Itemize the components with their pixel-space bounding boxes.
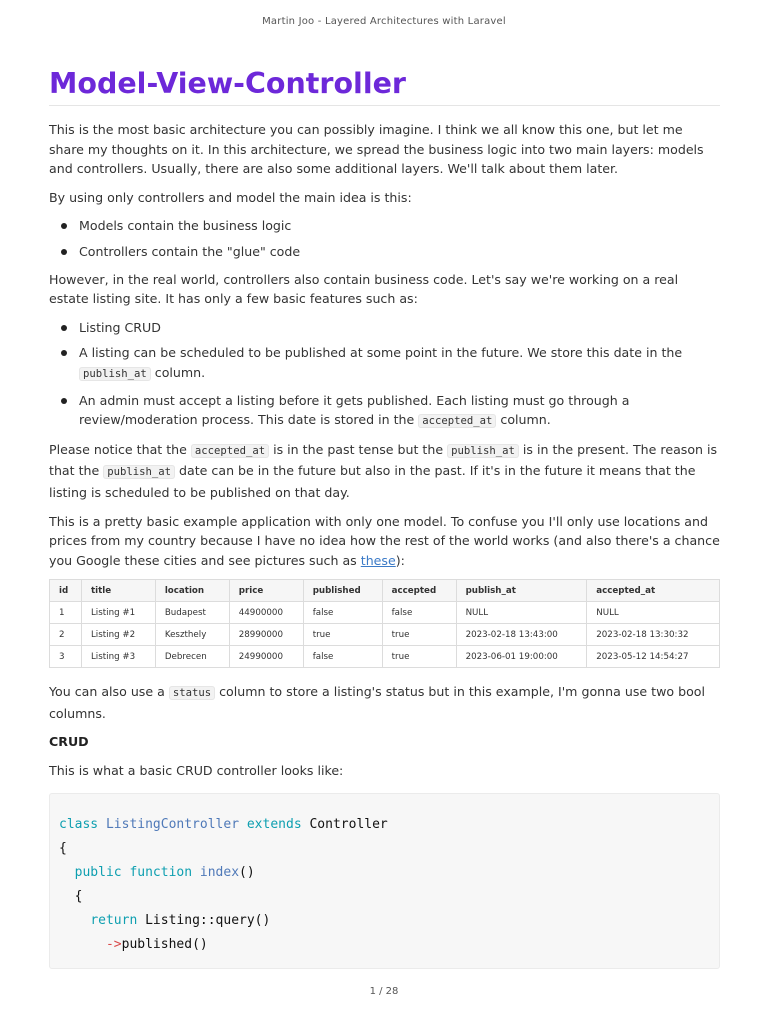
idea-list: [49, 216, 720, 261]
table-cell: Listing #3: [81, 646, 155, 668]
list-item: Models contain the business logic: [49, 216, 720, 236]
list-item: Listing CRUD: [49, 318, 720, 338]
table-row: [50, 624, 720, 646]
table-row: [50, 602, 720, 624]
list-item: [49, 343, 720, 384]
text: is in the present. The reason is that the: [49, 441, 718, 479]
text: date can be in the future but also in the past. If it's in the future it means that the listing is scheduled to be published on that day.: [49, 463, 696, 500]
code-line: [59, 909, 719, 933]
code-line: [59, 885, 719, 909]
page-title: Model-View-Controller: [49, 66, 720, 106]
column-header: location: [155, 580, 229, 602]
code-keyword: extends: [246, 817, 302, 833]
column-header: price: [229, 580, 303, 602]
code-keyword: class: [59, 817, 99, 833]
table-cell: 2023-02-18 13:43:00: [456, 624, 587, 646]
document-body: [49, 66, 720, 969]
crud-intro-paragraph: This is what a basic CRUD controller looks like:: [49, 763, 344, 779]
table-cell: 44900000: [229, 602, 303, 624]
code-function-name: index: [199, 865, 240, 881]
inline-code: publish_at: [103, 465, 175, 479]
table-cell: false: [303, 602, 382, 624]
table-cell: Debrecen: [155, 646, 229, 668]
text: Please notice that the: [49, 441, 191, 457]
text: A listing can be scheduled to be published at some point in the future. We store this date in the: [79, 345, 683, 361]
inline-code: publish_at: [447, 444, 519, 458]
code-punctuation: {: [74, 889, 83, 905]
these-link[interactable]: these: [360, 552, 396, 568]
inline-code: status: [169, 686, 215, 700]
real-world-paragraph: However, in the real world, controllers also contain business code. Let's say we're working on a real estate listing site. It has only a few basic features such as:: [49, 271, 679, 307]
table-cell: 2023-06-01 19:00:00: [456, 646, 587, 668]
feature-list: [49, 318, 720, 432]
table-cell: 2023-05-12 14:54:27: [587, 646, 720, 668]
status-note-paragraph: [49, 682, 720, 723]
table-cell: NULL: [456, 602, 587, 624]
code-keyword: return: [90, 913, 138, 929]
table-cell: 3: [50, 646, 82, 668]
code-line: [59, 933, 719, 957]
code-line: {: [59, 841, 67, 857]
table-cell: false: [382, 602, 456, 624]
column-header: publish_at: [456, 580, 587, 602]
code-identifier: Controller: [309, 817, 388, 833]
code-class-name: ListingController: [105, 817, 240, 833]
table-cell: Listing #2: [81, 624, 155, 646]
column-header: accepted: [382, 580, 456, 602]
code-arrow-operator: ->: [105, 937, 122, 953]
text: This is a pretty basic example application with only one model. To confuse you I'll only use locations and prices from my country because I have no idea how the rest of the world works (and also there's a chance you Google these cities and see pictures such as: [49, 513, 720, 568]
table-cell: 28990000: [229, 624, 303, 646]
code-identifier: published(): [121, 937, 208, 953]
table-cell: true: [382, 624, 456, 646]
text: is in the past tense but the: [269, 441, 448, 457]
list-item: [49, 391, 720, 432]
code-keyword: function: [129, 865, 193, 881]
inline-code: accepted_at: [191, 444, 269, 458]
table-cell: NULL: [587, 602, 720, 624]
listings-table: [49, 579, 720, 668]
text: An admin must accept a listing before it gets published. Each listing must go through a review/moderation process. This date is stored in the: [79, 392, 630, 428]
table-cell: false: [303, 646, 382, 668]
notice-paragraph: [49, 440, 720, 503]
inline-code: accepted_at: [418, 414, 496, 428]
text: column.: [496, 412, 551, 428]
table-cell: Keszthely: [155, 624, 229, 646]
table-cell: Listing #1: [81, 602, 155, 624]
text: ):: [395, 552, 405, 568]
running-header: Martin Joo - Layered Architectures with Laravel: [262, 16, 506, 27]
example-paragraph: [49, 512, 720, 571]
table-cell: true: [303, 624, 382, 646]
inline-code: publish_at: [79, 367, 151, 381]
code-line: [59, 861, 719, 885]
intro-paragraph: This is the most basic architecture you can possibly imagine. I think we all know this one, but let me share my thoughts on it. In this architecture, we spread the business logic into two main layers: models and controllers. Usually, there are also some additional layers. We'll talk about them later.: [49, 122, 704, 177]
code-keyword: public: [74, 865, 122, 881]
code-identifier: Listing::query(): [145, 913, 271, 929]
table-cell: 24990000: [229, 646, 303, 668]
text: column.: [150, 364, 206, 380]
code-line: [59, 813, 719, 837]
table-cell: 2023-02-18 13:30:32: [587, 624, 720, 646]
column-header: title: [81, 580, 155, 602]
crud-heading: CRUD: [49, 734, 89, 750]
list-item: Controllers contain the "glue" code: [49, 242, 720, 262]
table-header-row: [50, 580, 720, 602]
table-cell: 1: [50, 602, 82, 624]
table-cell: Budapest: [155, 602, 229, 624]
column-header: id: [50, 580, 82, 602]
text: column to store a listing's status but in this example, I'm gonna use two bool columns.: [49, 684, 705, 721]
text: You can also use a: [49, 684, 169, 700]
table-row: [50, 646, 720, 668]
column-header: published: [303, 580, 382, 602]
table-cell: 2: [50, 624, 82, 646]
column-header: accepted_at: [587, 580, 720, 602]
code-block: [49, 793, 720, 969]
table-cell: true: [382, 646, 456, 668]
idea-intro-paragraph: By using only controllers and model the main idea is this:: [49, 189, 412, 205]
page-number: 1 / 28: [369, 986, 399, 997]
code-punctuation: (): [239, 865, 255, 881]
